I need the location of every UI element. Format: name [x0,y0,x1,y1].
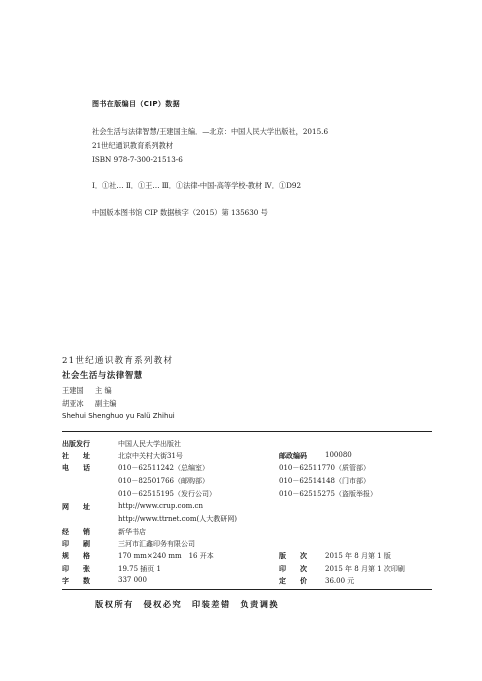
title-pinyin: Shehui Shenghuo yu Falü Zhihui [62,412,175,420]
print-label: 印 次 [279,565,307,573]
distributor-label: 经 销 [62,528,90,536]
edition-label: 版 次 [279,552,307,560]
sheets-value: 19.75 插页 1 [118,565,161,573]
price-value: 36.00 元 [325,577,355,585]
cip-series-line: 21世纪通识教育系列教材 [92,141,174,150]
words-value: 337 000 [118,576,147,584]
publisher-value: 中国人民大学出版社 [118,440,181,448]
phone-1a: 010－62511242（总编室） [118,464,209,472]
website-1: http://www.crup.com.cn [118,502,203,510]
top-rule [62,431,432,432]
phone-1b: 010－62511770（质管部） [279,464,370,472]
phone-3a: 010－62515195（发行公司） [118,490,216,498]
cip-heading: 图书在版编目（CIP）数据 [92,100,181,108]
deputy-editor-name: 胡亚冰 [62,399,84,408]
address-label: 社 址 [62,452,90,460]
website-label: 网 址 [62,503,90,511]
edition-value: 2015 年 8 月第 1 版 [325,552,391,560]
postcode-value: 100080 [325,451,352,459]
print-value: 2015 年 8 月第 1 次印刷 [325,565,405,573]
address-value: 北京中关村大街31号 [118,452,183,460]
phone-2b: 010－62514148（门市部） [279,477,370,485]
deputy-editor-role: 副主编 [95,399,117,408]
spec-label: 规 格 [62,552,90,560]
distributor-value: 新华书店 [118,528,146,536]
editor-name: 王建国 [62,386,84,395]
postcode-label: 邮政编码 [279,452,307,460]
cip-catalog-line: 社会生活与法律智慧/王建国主编．—北京：中国人民大学出版社，2015.6 [92,127,329,136]
printer-value: 三河市汇鑫印务有限公司 [118,540,195,548]
sheets-label: 印 张 [62,565,90,573]
bottom-rule [62,589,432,590]
series-title: 21世纪通识教育系列教材 [62,356,174,366]
words-label: 字 数 [62,577,90,585]
website-2: http://www.ttrnet.com(人大教研网) [118,515,237,523]
phone-3b: 010－62515275（盗版举报） [279,490,377,498]
cip-subjects: Ⅰ．①社… Ⅱ．①王… Ⅲ．①法律-中国-高等学校-教材 Ⅳ．①D92 [92,181,302,190]
publisher-label: 出版发行 [62,440,90,448]
phone-2a: 010－82501766（邮购部） [118,477,209,485]
rights-statement: 版权所有 侵权必究 印装差错 负责调换 [95,599,280,609]
cip-record-number: 中国版本图书馆 CIP 数据核字（2015）第 135630 号 [92,208,268,217]
editor-role: 主 编 [95,386,112,395]
phone-label: 电 话 [62,464,90,472]
book-title: 社会生活与法律智慧 [62,370,143,380]
spec-value: 170 mm×240 mm 16 开本 [118,552,214,560]
cip-isbn: ISBN 978-7-300-21513-6 [92,155,183,164]
printer-label: 印 刷 [62,540,90,548]
price-label: 定 价 [279,577,307,585]
